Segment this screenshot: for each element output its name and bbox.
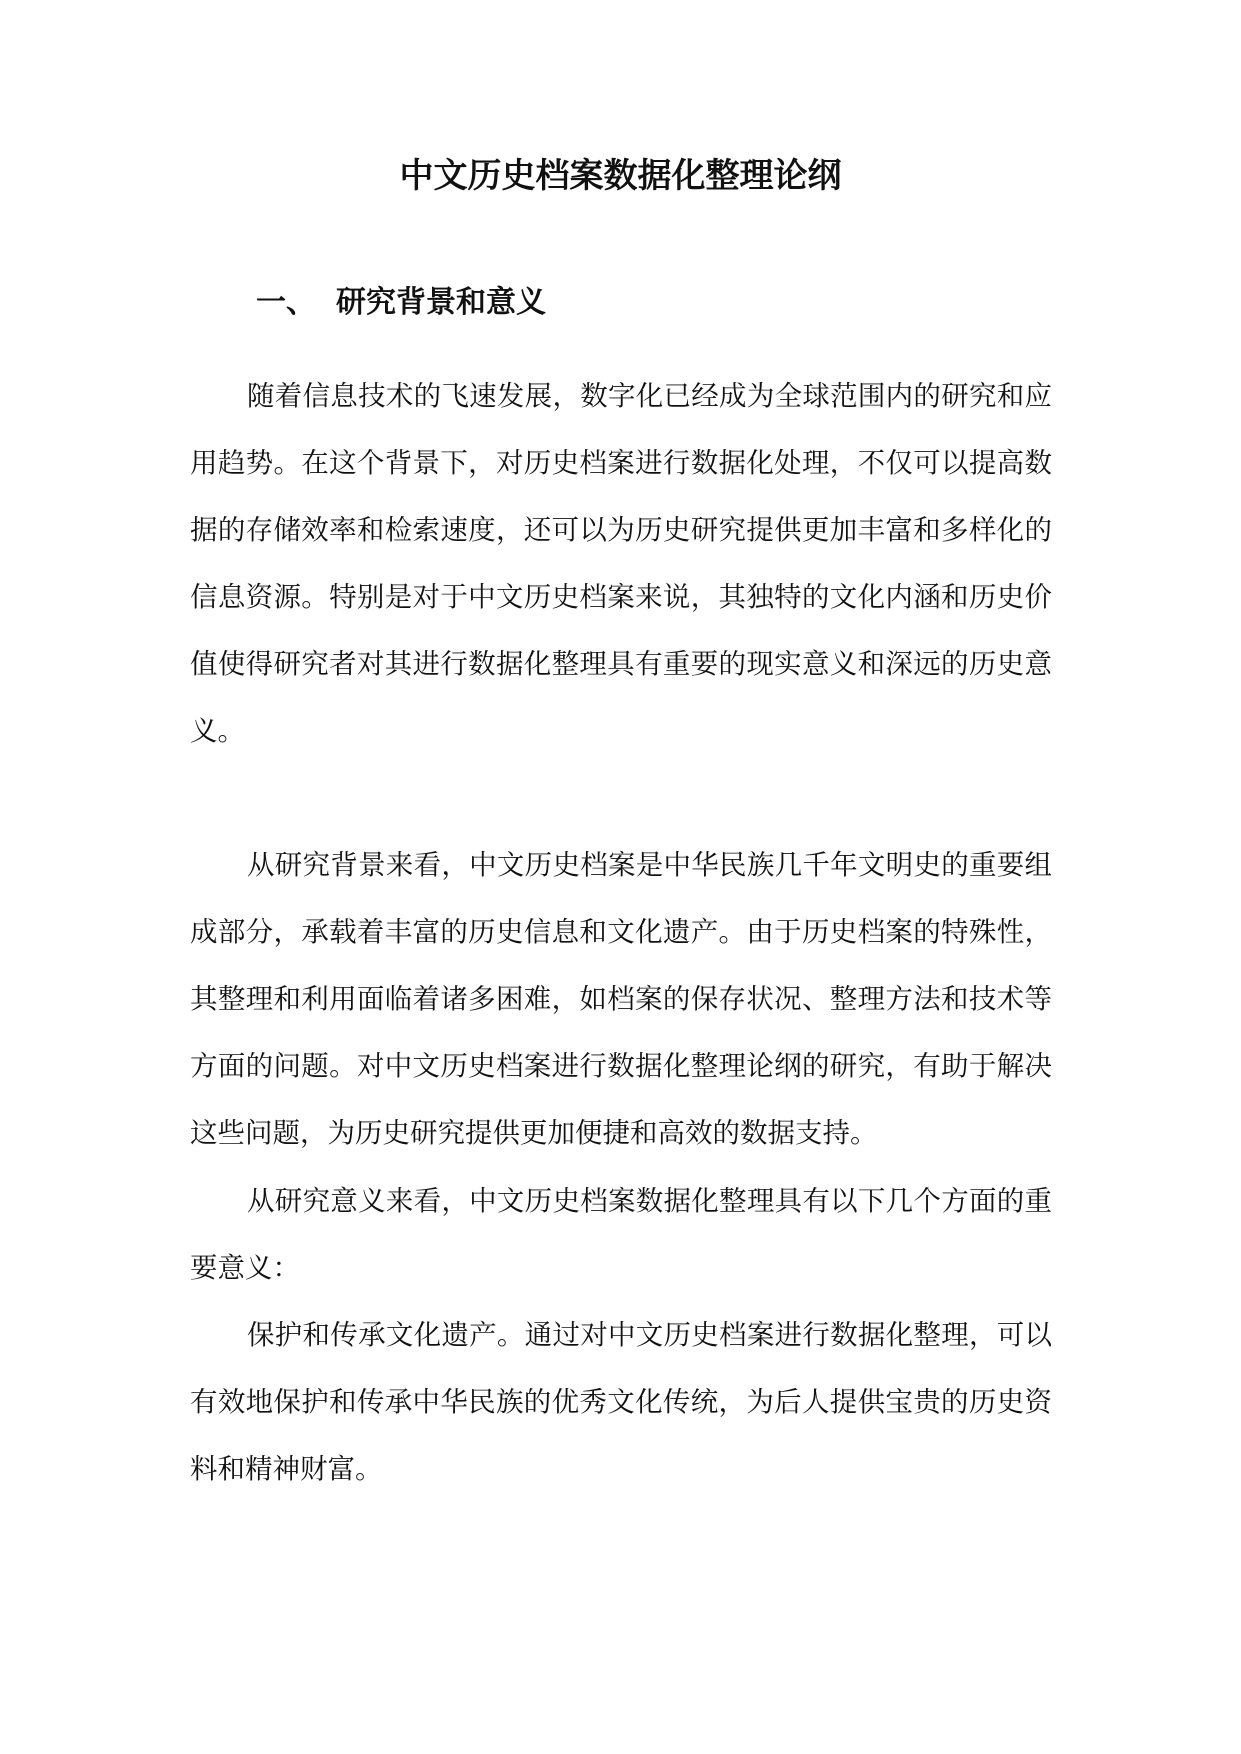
section-title: 研究背景和意义 xyxy=(336,285,546,320)
paragraph-research-background: 从研究背景来看，中文历史档案是中华民族几千年文明史的重要组成部分，承载着丰富的历史信息和文化遗产。由于历史档案的特殊性，其整理和利用面临着诸多困难，如档案的保存状况、整理方法和技术等方面的问题。对中文历史档案进行数据化整理论纲的研究，有助于解决这些问题，为历史研究提供更加便捷和高效的数据支持。 xyxy=(190,849,1052,1149)
paragraph-cultural-heritage: 保护和传承文化遗产。通过对中文历史档案进行数据化整理，可以有效地保护和传承中华民族的优秀文化传统，为后人提供宝贵的历史资料和精神财富。 xyxy=(190,1319,1052,1485)
section-number: 一、 xyxy=(256,285,316,320)
paragraph-research-trend: 随着信息技术的飞速发展，数字化已经成为全球范围内的研究和应用趋势。在这个背景下，对历史档案进行数据化处理，不仅可以提高数据的存储效率和检索速度，还可以为历史研究提供更加丰富和多样化的信息资源。特别是对于中文历史档案来说，其独特的文化内涵和历史价值使得研究者对其进行数据化整理具有重要的现实意义和深远的历史意义。 xyxy=(190,380,1052,747)
section-heading xyxy=(256,283,546,323)
paragraph-research-significance: 从研究意义来看，中文历史档案数据化整理具有以下几个方面的重要意义： xyxy=(190,1185,1052,1284)
document-title: 中文历史档案数据化整理论纲 xyxy=(399,156,842,196)
